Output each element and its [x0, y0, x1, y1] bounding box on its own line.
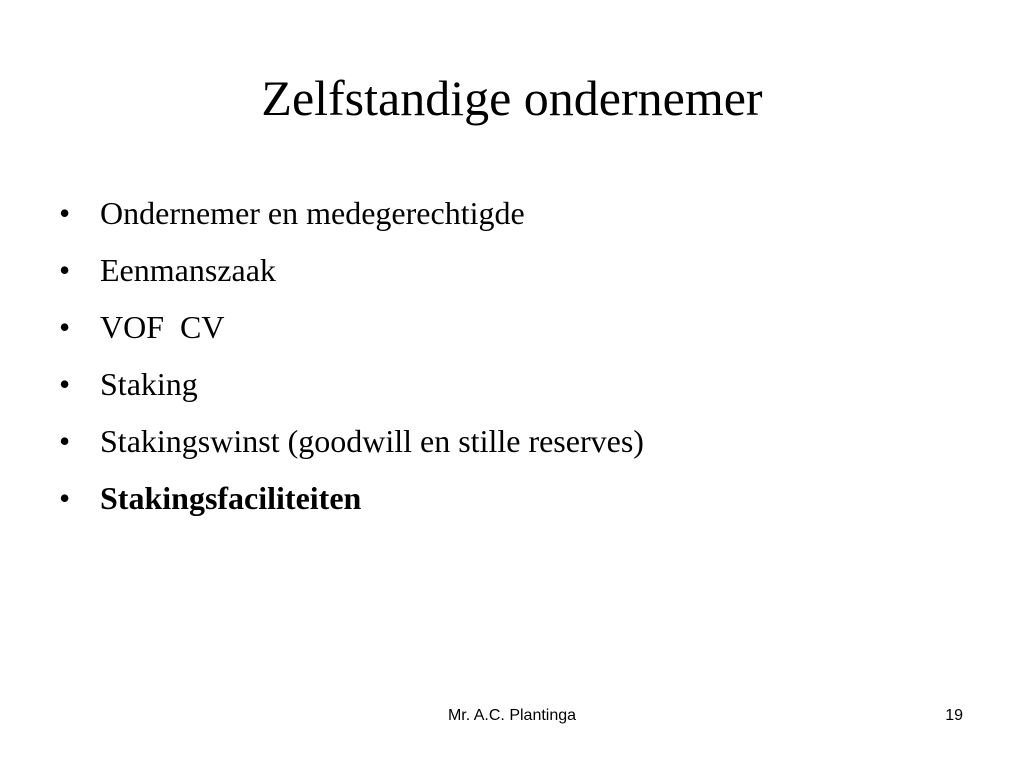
- bullet-text: Staking: [100, 366, 198, 402]
- list-item: [56, 246, 644, 303]
- bullet-icon: •: [59, 252, 71, 288]
- list-item: [56, 417, 644, 474]
- list-item: [56, 189, 644, 246]
- bullet-text-emphasized: Stakingsfaciliteiten: [100, 480, 362, 516]
- footer-author: Mr. A.C. Plantinga: [447, 707, 577, 724]
- bullet-icon: •: [59, 195, 71, 231]
- bullet-text: VOF CV: [100, 309, 225, 345]
- list-item: [56, 303, 644, 360]
- list-item: [56, 474, 644, 531]
- bullet-icon: •: [59, 309, 71, 345]
- bullet-icon: •: [59, 480, 71, 516]
- bullet-icon: •: [59, 366, 71, 402]
- bullet-icon: •: [59, 423, 71, 459]
- page-number: 19: [945, 707, 963, 724]
- bullet-list: [56, 189, 644, 531]
- list-item: [56, 360, 644, 417]
- bullet-text: Ondernemer en medegerechtigde: [100, 195, 525, 231]
- bullet-text: Stakingswinst (goodwill en stille reserves): [100, 423, 644, 459]
- slide-title: Zelfstandige ondernemer: [261, 70, 763, 126]
- bullet-text: Eenmanszaak: [100, 252, 276, 288]
